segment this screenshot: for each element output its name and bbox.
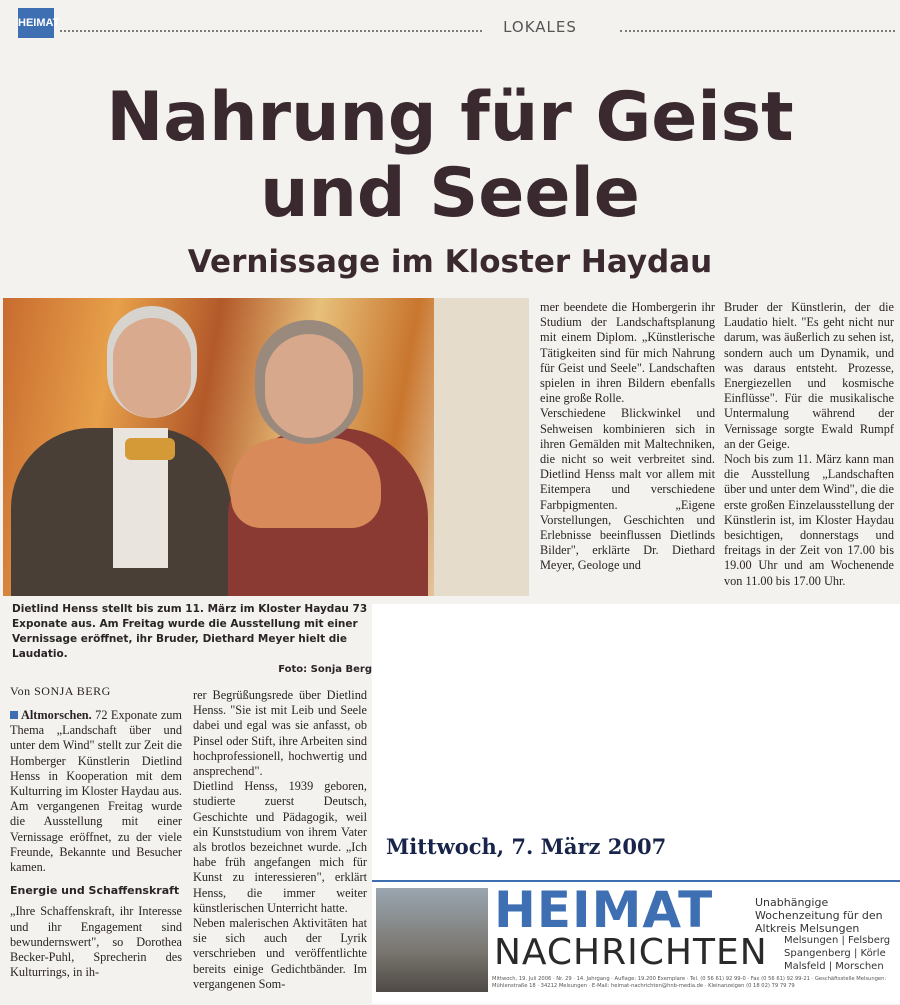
paragraph: mer beendete die Hombergerin ihr Studium der Landschaftsplanung mit einem Diplom. „Künstlerische Tätigkeiten sind für mich Nahrung für Geist und Seele". Landschaften spielen in ihren Bildern ebenfalls eine große Rolle.: [540, 300, 715, 406]
text-column-right-2: [724, 300, 894, 589]
text-column-bottom-1: [10, 708, 182, 980]
paragraph: „Ihre Schaffenskraft, ihr Interesse und ihr Engagement sind bewundernswert", so Dorothea Becker-Puhl, Sprecherin des Kulturrings, in ih-: [10, 904, 182, 980]
section-label: LOKALES: [503, 18, 577, 36]
masthead-places: Melsungen | Felsberg Spangenberg | Körle Malsfeld | Morschen: [784, 935, 891, 972]
publication-date: Mittwoch, 7. März 2007: [386, 834, 667, 859]
caption-text: Dietlind Henss stellt bis zum 11. März im Kloster Haydau 73 Exponate aus. Am Freitag wurde die Ausstellung mit einer Vernissage eröffnet, ihr Bruder, Diethard Meyer hielt die Laudatio.: [12, 603, 368, 660]
masthead-title-bottom: NACHRICHTEN: [494, 932, 768, 973]
masthead-title-top: HEIMAT: [494, 881, 714, 939]
subheadline: Vernissage im Kloster Haydau: [187, 244, 713, 280]
masthead-tagline: Unabhängige Wochenzeitung für den Altkreis Melsungen: [755, 896, 883, 935]
article-photo: [3, 298, 529, 596]
paragraph: Noch bis zum 11. März kann man die Ausstellung „Landschaften über und unter dem Wind", die die erste großen Einzelausstellung der Künstlerin ist, im Kloster Haydau besichtigen, donnerstags und freitags in der Zeit von 17.00 bis 19.00 Uhr und am Wochenende von 11.00 bis 17.00 Uhr.: [724, 452, 894, 588]
paragraph: Dietlind Henss, 1939 geboren, studierte zuerst Deutsch, Geschichte und Pädagogik, weil ein Kunststudium von ihrem Vater als brotlos bezeichnet wurde. „Ich habe früh angefangen mich für Kunst zu interessieren", erklärt Henss, die immer weiter künstlerischen Unterricht hatte.: [193, 779, 367, 915]
paragraph: rer Begrüßungsrede über Dietlind Henss. "Sie ist mit Leib und Seele dabei und egal was sie anfasst, ob Pinsel oder Stift, ihre Arbeiten sind hochprofessionell, hochwertig und ansprechend".: [193, 688, 367, 779]
header-rule-left: [60, 30, 482, 32]
bullet-square-icon: [10, 711, 18, 719]
heimat-logo-icon: HEIMAT: [18, 8, 54, 38]
header-rule-right: [620, 30, 895, 32]
paragraph: Neben malerischen Aktivitäten hat sie sich auch der Lyrik verschrieben und veröffentlichte bereits einige Gedichtbänder. Im vergangenen Som-: [193, 916, 367, 991]
text-column-right-1: [540, 300, 715, 574]
paragraph: Bruder der Künstlerin, der die Laudatio hielt. "Es geht nicht nur darum, was äußerlich zu sehen ist, sondern auch um Dynamik, und was daraus entsteht. Prozesse, Energiezellen und kosmische Einflüsse". Für die musikalische Untermalung während der Vernissage sorgte Ewald Rumpf an der Geige.: [724, 300, 894, 451]
text-column-bottom-2: [193, 688, 367, 992]
photo-caption: [12, 602, 372, 677]
paragraph: Verschiedene Blickwinkel und Sehweisen kombinieren sich in ihren Gemälden mit Maltechniken, die nicht so weit verbreitet sind. Dietlind Henss malt vor allem mit Eitempera und verschiedene Farbpigmenten. „Eigene Vorstellungen, Geschichten und Erlebnisse beeinflussen Dietlinds Bilder", erklärte Dr. Diethard Meyer, Geologe und: [540, 406, 715, 573]
newspaper-masthead: [372, 880, 900, 1004]
headline-line-1: Nahrung für Geist: [106, 78, 794, 157]
photo-credit: Foto: Sonja Berg: [278, 664, 372, 675]
paragraph-text: 72 Exponate zum Thema „Landschaft über und unter dem Wind" stellt zur Zeit die Homberger Künstlerin Dietlind Henss in Kooperation mit dem Kulturring im Kloster Haydau aus. Am vergangenen Freitag wurde die Ausstellung mit einer Vernissage eröffnet, zu der viele Freunde, Bekannte und Besucher kamen.: [10, 708, 182, 875]
headline-line-2: und Seele: [260, 154, 640, 233]
masthead-info-strip: Mittwoch, 19. Juli 2006 · Nr. 29 · 14. Jahrgang · Auflage: 19.200 Exemplare · Tel. (0 56 61) 92 99-0 · Fax (0 56 61) 92 99-21 · Geschäftsstelle Melsungen: Mühlenstraße 18 · 34212 Melsungen · E-Mail: heimat-nachrichten@hnb-media.de · Kleinanzeigen (0 18 02) 79 79 79: [492, 976, 887, 989]
lead-paragraph: [10, 708, 182, 875]
section-subhead: Energie und Schaffenskraft: [10, 884, 180, 898]
town-illustration-icon: [376, 888, 488, 992]
byline: Von SONJA BERG: [10, 684, 111, 698]
dateline: Altmorschen.: [21, 708, 92, 722]
